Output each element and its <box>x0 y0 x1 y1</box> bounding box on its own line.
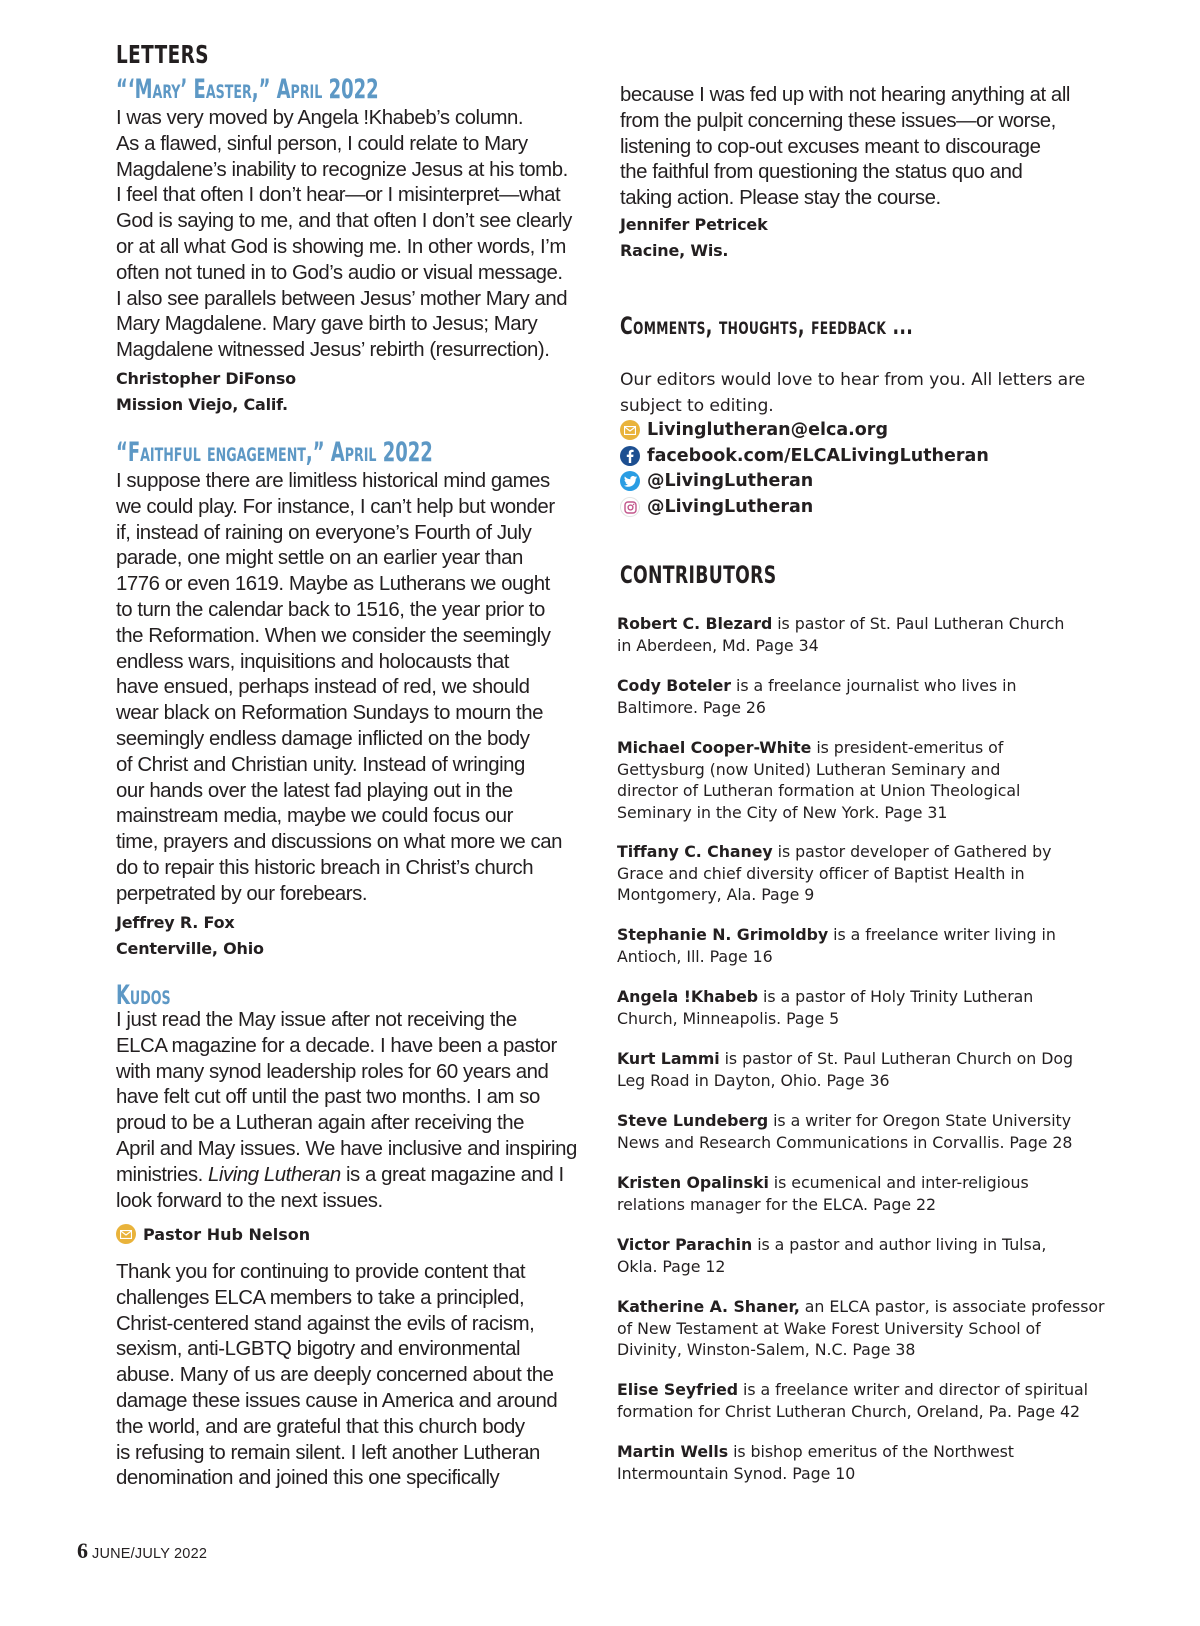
magazine-title: Living Lutheran <box>208 1163 341 1186</box>
contributor-line <box>617 1172 1029 1194</box>
contributor-line <box>617 986 1033 1008</box>
letter-line: I also see parallels between Jesus’ mother Mary and <box>116 287 568 310</box>
contributor-name: Martin Wells <box>617 1442 729 1461</box>
email-icon[interactable] <box>116 1224 136 1244</box>
contributor-entry <box>617 1110 1072 1153</box>
contact-facebook-link[interactable]: facebook.com/ELCALivingLutheran <box>647 446 989 466</box>
letter-line: denomination and joined this one specifically <box>116 1467 500 1490</box>
letter-author: Christopher DiFonso <box>116 369 296 388</box>
contributor-bio: is a freelance writer living in <box>828 925 1056 944</box>
letter-line: from the pulpit concerning these issues—or worse, <box>620 109 1056 132</box>
letter-line: April and May issues. We have inclusive and inspiring <box>116 1137 577 1160</box>
contributor-entry <box>617 1048 1073 1091</box>
contributor-bio: is a freelance journalist who lives in <box>731 676 1017 695</box>
feedback-line: Our editors would love to hear from you. All letters are <box>620 370 1086 390</box>
twitter-icon <box>620 471 640 491</box>
letter-location: Racine, Wis. <box>620 241 729 260</box>
letter-signature <box>116 1224 310 1244</box>
letter-location: Centerville, Ohio <box>116 939 264 958</box>
letter-line: of Christ and Christian unity. Instead of wringing <box>116 753 525 776</box>
letter-line: I suppose there are limitless historical mind games <box>116 470 550 492</box>
letter-line: do to repair this historic breach in Christ’s church <box>116 856 534 879</box>
letter-line: is refusing to remain silent. I left another Lutheran <box>116 1441 540 1464</box>
contributor-bio: is ecumenical and inter-religious <box>768 1173 1029 1192</box>
contributor-name: Robert C. Blezard <box>617 614 773 633</box>
feedback-heading: Comments, thoughts, feedback ... <box>620 312 914 340</box>
contact-instagram[interactable] <box>620 497 813 517</box>
letter-line: damage these issues cause in America and around <box>116 1389 558 1412</box>
contributor-bio: is pastor developer of Gathered by <box>772 842 1052 861</box>
contributor-line: of New Testament at Wake Forest University School of <box>617 1318 1041 1338</box>
contributor-entry <box>617 1172 1029 1215</box>
feedback-intro <box>620 368 1085 419</box>
page-footer <box>77 1538 207 1564</box>
contributor-entry <box>617 737 1020 823</box>
contributor-line: Church, Minneapolis. Page 5 <box>617 1008 840 1028</box>
contributor-entry <box>617 1234 1046 1277</box>
contributor-bio: an ELCA pastor, is associate professor <box>799 1297 1105 1316</box>
contributor-line: Intermountain Synod. Page 10 <box>617 1463 856 1483</box>
letter-body <box>116 1260 557 1492</box>
page-section-title: LETTERS <box>116 40 209 69</box>
contributor-line <box>617 737 1020 759</box>
letter-line: sexism, anti-LGBTQ bigotry and environmental <box>116 1338 521 1361</box>
contact-facebook[interactable] <box>620 446 989 466</box>
contributor-line: Okla. Page 12 <box>617 1256 726 1276</box>
letter-line: look forward to the next issues. <box>116 1189 383 1212</box>
contributor-line: in Aberdeen, Md. Page 34 <box>617 635 819 655</box>
contact-email[interactable] <box>620 420 888 440</box>
letter-line: have felt cut off until the past two months. I am so <box>116 1086 540 1109</box>
letter-signature <box>116 366 296 418</box>
contributor-name: Cody Boteler <box>617 676 732 695</box>
contributor-bio: is president-emeritus of <box>811 738 1004 757</box>
letter-line: mainstream media, maybe we could focus our <box>116 805 514 828</box>
letter-line: Magdalene witnessed Jesus’ rebirth (resurrection). <box>116 339 550 362</box>
contributor-name: Michael Cooper-White <box>617 738 812 757</box>
letter-line: Magdalene’s inability to recognize Jesus at his tomb. <box>116 158 568 181</box>
letter-line: or at all what God is showing me. In other words, I’m <box>116 235 566 258</box>
letter-author: Pastor Hub Nelson <box>143 1224 311 1244</box>
contributor-entry <box>617 1441 1014 1484</box>
letter-author: Jeffrey R. Fox <box>116 913 235 932</box>
contact-instagram-link[interactable]: @LivingLutheran <box>647 497 814 517</box>
contributor-name: Victor Parachin <box>617 1235 753 1254</box>
contributor-line: Montgomery, Ala. Page 9 <box>617 885 815 904</box>
contributor-line: Gettysburg (now United) Lutheran Seminary and <box>617 759 1001 779</box>
contributor-line: Seminary in the City of New York. Page 31 <box>617 802 948 822</box>
contributor-line: News and Research Communications in Corvallis. Page 28 <box>617 1132 1073 1152</box>
contributor-entry <box>617 675 1016 718</box>
letter-line: ELCA magazine for a decade. I have been a pastor <box>116 1034 557 1057</box>
contributor-line <box>617 1441 1014 1463</box>
contributor-entry <box>617 613 1064 656</box>
contributor-line: Divinity, Winston-Salem, N.C. Page 38 <box>617 1340 916 1359</box>
letter-heading-faithful-engagement: “Faithful engagement,” April 2022 <box>116 437 433 468</box>
contributor-name: Katherine A. Shaner, <box>617 1297 800 1316</box>
letter-line: with many synod leadership roles for 60 years and <box>116 1060 549 1083</box>
contributor-name: Tiffany C. Chaney <box>617 842 773 861</box>
letter-line: I just read the May issue after not receiving the <box>116 1009 517 1031</box>
letter-body <box>116 469 562 908</box>
instagram-icon <box>620 497 640 517</box>
letter-line: listening to cop-out excuses meant to discourage <box>620 135 1041 158</box>
letter-line: time, prayers and discussions on what more we can <box>116 831 563 854</box>
letter-line: abuse. Many of us are deeply concerned about the <box>116 1364 554 1387</box>
contributor-line: Antioch, Ill. Page 16 <box>617 946 773 966</box>
contributors-heading: CONTRIBUTORS <box>620 561 777 589</box>
letter-author: Jennifer Petricek <box>620 215 768 234</box>
letter-heading-kudos: Kudos <box>116 980 171 1011</box>
letter-line: I feel that often I don’t hear—or I misinterpret—what <box>116 184 561 207</box>
contributor-entry <box>617 986 1033 1029</box>
contributor-line <box>617 841 1051 863</box>
letter-line: endless wars, inquisitions and holocausts that <box>116 650 510 673</box>
contributor-name: Kurt Lammi <box>617 1049 720 1068</box>
letter-body <box>116 106 572 364</box>
contributor-line <box>617 924 1056 946</box>
contributor-name: Elise Seyfried <box>617 1380 739 1399</box>
contributor-line <box>617 675 1016 697</box>
issue-date: JUNE/JULY 2022 <box>92 1546 208 1562</box>
contributor-name: Angela !Khabeb <box>617 987 759 1006</box>
letter-line: 1776 or even 1619. Maybe as Lutherans we ought <box>116 573 550 596</box>
letter-line: perpetrated by our forebears. <box>116 882 368 905</box>
letter-body-continued <box>620 83 1070 212</box>
letter-line: often not tuned in to God’s audio or visual message. <box>116 261 563 284</box>
letter-location: Mission Viejo, Calif. <box>116 395 288 414</box>
page-number: 6 <box>77 1538 88 1563</box>
letter-line: our hands over the latest fad playing out in the <box>116 779 513 802</box>
letter-line: the Reformation. When we consider the seemingly <box>116 624 551 647</box>
letter-line <box>116 1163 577 1189</box>
letter-line: I was very moved by Angela !Khabeb’s column. <box>116 107 524 129</box>
letter-line: to turn the calendar back to 1516, the year prior to <box>116 598 545 621</box>
letter-line: if, instead of raining on everyone’s Fourth of July <box>116 521 532 544</box>
contact-twitter-link[interactable]: @LivingLutheran <box>647 471 814 491</box>
contributor-entry <box>617 924 1056 967</box>
contributor-bio: is a pastor and author living in Tulsa, <box>752 1235 1047 1254</box>
contributor-line <box>617 1379 1088 1401</box>
contributor-entry <box>617 841 1051 906</box>
letter-body <box>116 1008 577 1214</box>
contributor-line: Grace and chief diversity officer of Baptist Health in <box>617 863 1025 883</box>
letter-line: challenges ELCA members to take a principled, <box>116 1286 525 1309</box>
facebook-icon <box>620 446 640 466</box>
contact-email-link[interactable]: Livinglutheran@elca.org <box>647 420 888 440</box>
letter-line: Mary Magdalene. Mary gave birth to Jesus; Mary <box>116 313 538 336</box>
contributor-line <box>617 613 1064 635</box>
contributor-entry <box>617 1296 1104 1361</box>
letter-line: As a flawed, sinful person, I could relate to Mary <box>116 132 528 155</box>
contributor-line: Baltimore. Page 26 <box>617 697 766 717</box>
contributor-line: Leg Road in Dayton, Ohio. Page 36 <box>617 1070 890 1090</box>
letter-line: proud to be a Lutheran again after receiving the <box>116 1112 525 1135</box>
letter-line: parade, one might settle on an earlier year than <box>116 547 523 570</box>
contributor-line <box>617 1110 1072 1132</box>
letter-line-part: ministries. <box>116 1163 209 1186</box>
feedback-line: subject to editing. <box>620 395 774 416</box>
contributor-line: relations manager for the ELCA. Page 22 <box>617 1194 936 1214</box>
contributor-name: Steve Lundeberg <box>617 1111 769 1130</box>
letter-line: taking action. Please stay the course. <box>620 187 941 210</box>
letter-line: the world, and are grateful that this church body <box>116 1415 525 1438</box>
contributor-line: formation for Christ Lutheran Church, Oreland, Pa. Page 42 <box>617 1401 1080 1421</box>
contributor-bio: is pastor of St. Paul Lutheran Church <box>772 614 1065 633</box>
letter-line: have ensued, perhaps instead of red, we should <box>116 676 530 699</box>
contributor-line <box>617 1048 1073 1070</box>
contributor-line <box>617 1296 1104 1318</box>
letter-line: God is saying to me, and that often I don’t see clearly <box>116 210 572 233</box>
letter-line: we could play. For instance, I can’t help but wonder <box>116 495 555 518</box>
letter-line: the faithful from questioning the status quo and <box>620 161 1023 184</box>
contributor-line: director of Lutheran formation at Union Theological <box>617 781 1021 800</box>
contributor-bio: is bishop emeritus of the Northwest <box>728 1442 1014 1461</box>
letter-line: seemingly endless damage inflicted on the body <box>116 727 530 750</box>
letter-heading-mary-easter: “‘Mary’ Easter,” April 2022 <box>116 74 379 105</box>
contact-twitter[interactable] <box>620 471 813 491</box>
letter-line: wear black on Reformation Sundays to mourn the <box>116 702 543 725</box>
letter-signature <box>116 910 264 962</box>
email-icon <box>620 420 640 440</box>
letter-line: Christ-centered stand against the evils of racism, <box>116 1312 535 1335</box>
contributor-entry <box>617 1379 1088 1422</box>
contributor-name: Kristen Opalinski <box>617 1173 769 1192</box>
letter-signature <box>620 212 768 264</box>
contributor-name: Stephanie N. Grimoldby <box>617 925 829 944</box>
contributor-line <box>617 1234 1046 1256</box>
contributor-bio: is a writer for Oregon State University <box>768 1111 1071 1130</box>
letter-line: Thank you for continuing to provide content that <box>116 1261 526 1283</box>
contributor-bio: is a pastor of Holy Trinity Lutheran <box>758 987 1034 1006</box>
letter-line-part: is a great magazine and I <box>340 1163 564 1186</box>
letter-line: because I was fed up with not hearing anything at all <box>620 84 1070 106</box>
contributor-bio: is pastor of St. Paul Lutheran Church on Dog <box>719 1049 1073 1068</box>
contributor-bio: is a freelance writer and director of spiritual <box>738 1380 1089 1399</box>
